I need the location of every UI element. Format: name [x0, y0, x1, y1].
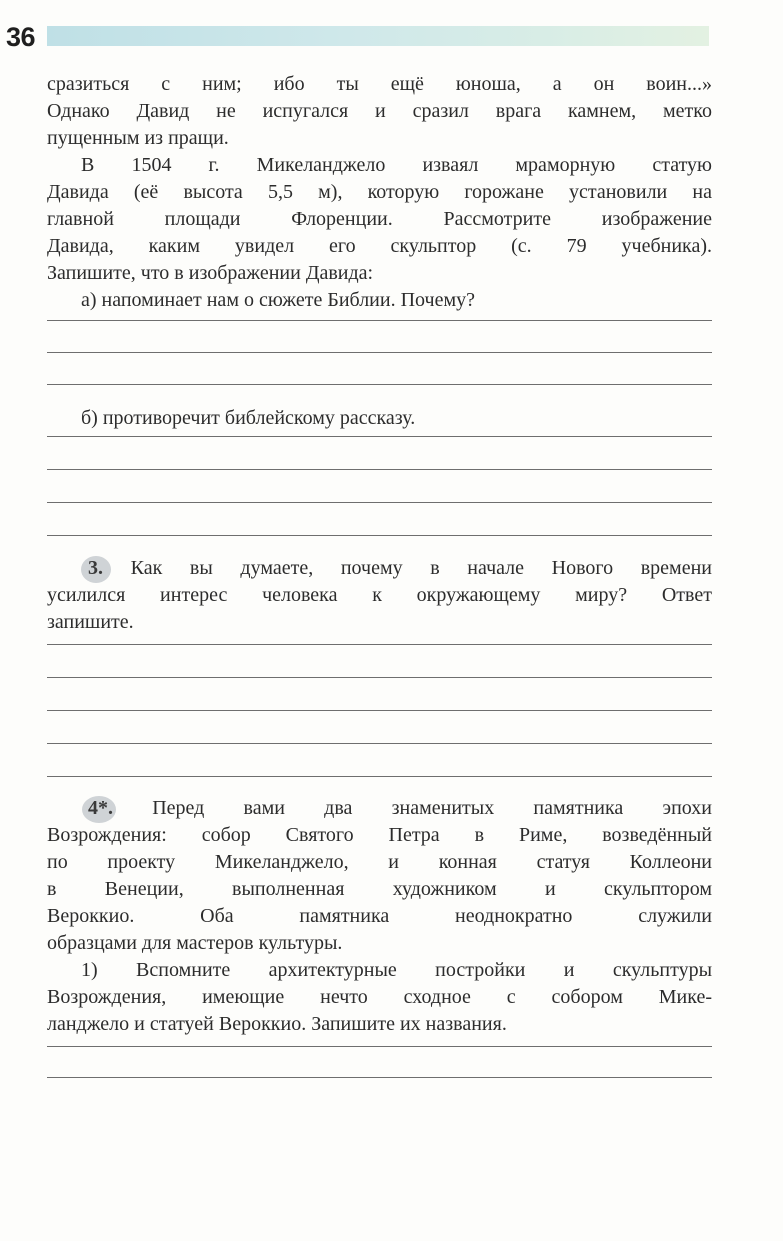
task3-line: усилился интерес человека к окружающему миру? Ответ [47, 584, 712, 606]
task4-line: Возрождения: собор Святого Петра в Риме, возведённый [47, 824, 712, 846]
task4-line: по проекту Микеланджело, и конная статуя Коллеони [47, 851, 712, 873]
page-content [47, 71, 712, 1078]
task3-line: запишите. [47, 611, 134, 633]
intro-line: пущенным из пращи. [47, 127, 229, 149]
task2-paragraph [47, 152, 712, 314]
task2-line: главной площади Флоренции. Рассмотрите изображение [47, 208, 712, 230]
intro-line: Однако Давид не испугался и сразил врага камнем, метко [47, 100, 712, 122]
task2-line: Давида (её высота 5,5 м), которую горожане установили на [47, 181, 712, 203]
task4-line: в Венеции, выполненная художником и скульптором [47, 878, 712, 900]
task4-sub1-line: ланджело и статуей Вероккио. Запишите их названия. [47, 1013, 507, 1035]
task4-line: Вероккио. Оба памятника неоднократно служили [47, 905, 712, 927]
task4-paragraph [47, 795, 712, 1038]
header-band [47, 26, 709, 46]
task3-line-text: Как вы думаете, почему в начале Нового времени [130, 557, 712, 579]
task4-line: образцами для мастеров культуры. [47, 932, 343, 954]
task2-item-b: б) противоречит библейскому рассказу. [81, 407, 416, 429]
task4-number: 4*. [88, 795, 113, 822]
task3-line [47, 555, 712, 582]
answer-line[interactable] [47, 1077, 712, 1078]
task4-sub1-line: Возрождения, имеющие нечто сходное с собором Мике- [47, 986, 712, 1008]
task2-line: В 1504 г. Микеланджело изваял мраморную статую [81, 154, 712, 176]
task4-line-text: Перед вами два знаменитых памятника эпохи [152, 797, 712, 819]
intro-line: сразиться с ним; ибо ты ещё юноша, а он воин...» [47, 73, 712, 95]
task3-paragraph [47, 555, 712, 636]
intro-paragraph [47, 71, 712, 152]
task4-sub1-line: 1) Вспомните архитектурные постройки и скульптуры [81, 959, 712, 981]
task2-item-b-paragraph [47, 405, 712, 432]
page-number: 36 [6, 22, 36, 52]
task2-line: Запишите, что в изображении Давида: [47, 262, 374, 284]
task2-item-a: а) напоминает нам о сюжете Библии. Почему? [81, 289, 475, 311]
task2-line: Давида, каким увидел его скульптор (с. 79 учебника). [47, 235, 712, 257]
task3-number: 3. [88, 555, 103, 582]
task4-line [47, 795, 712, 822]
